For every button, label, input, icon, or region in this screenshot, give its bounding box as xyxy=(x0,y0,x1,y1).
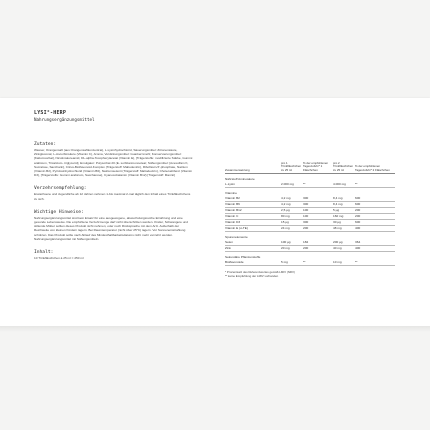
table-cell: ** xyxy=(303,182,333,188)
nutrition-table-column xyxy=(225,162,395,278)
table-cell: 10 mg xyxy=(333,260,355,266)
warnings-text: Nahrungsergänzungsmittel sind kein Ersatz für eine ausgewogene, abwechslungsreiche Ernährung und eine gesunde Lebensweise. Die empfohlene Verzehrmenge darf nicht überschritten werden. Kinder, Schwangere und stillende Mütter sollten dieses Produkt nicht nehmen, oder noch Rücksprache mit dem Arzt. Außerhalb der Reichweite von kleinen Kindern lagern. Bei Raumtemperatur (nicht über 25°C) lagern. Vor Sonneneinstrahlung schützen. Das Produkt sollte nach Ablauf des Mindesthaltbarkeitsdatums nicht mehr verzehrt werden. Nahrungsergänzungsmittel mit Süßungsmitteln. xyxy=(34,215,188,241)
table-header-cell: % der empfohlenen Tageszufuhr* 2 Fläschchen xyxy=(355,162,395,173)
table-cell: 182 xyxy=(303,240,333,246)
ingredients-text: Wasser, Orangensaft (aus Orangensaftkonzentrat), L-Lysinhydrochlorid, Säuerungsmittel: Zitronensäure, Zinkgluconat; L-Ascorbinsäure (Vitamin C), Aroma, Verdickungsmittel: Guarkernmehl; Konservierungsmittel: [Kaliumsorbat], Nicotinsäureamid, DL-alpha-Tocopherylacetat (Vitamin E), [Trägerstoffe: modifizierte Stärke, Gummi arabicum, Tricalcium- triglycerid], Emulgator: Polysorbat 20 (E- sorbitanmonooleat; Süßungsmittel: [Acesulfam K, Sucralose, Saccharin], Citrus-Bioflavonoid-Komplex (Trägerstoff: Maltodextrin), Riboflavin-5'-phosphate, Natrium (Vitamin B2), Pyridoxinhydrochlorid (Vitamin B6), Natriumselenit (Trägerstoff: Maltodextrin), Cholecalciferol (Vitamin D3), [Trägerstoffe: Gummi arabicum, Saccharose], Cyanocobalamin (Vitamin B12) [Trägerstoff: Mannit] xyxy=(34,148,193,178)
table-cell: 200 xyxy=(355,213,395,219)
table-cell: 30 µg xyxy=(333,219,355,225)
table-cell: 4.000 mg xyxy=(333,182,355,188)
table-cell: 20 mg xyxy=(281,245,303,251)
table-cell: Vitamin C xyxy=(225,213,281,219)
table-header-cell: Zusammensetzung xyxy=(225,162,281,173)
table-cell: 400 xyxy=(355,245,395,251)
table-cell: 5 mg xyxy=(281,260,303,266)
table-cell: 48 mg xyxy=(333,225,355,231)
table-cell: 200 xyxy=(303,245,333,251)
table-cell: Selen xyxy=(225,240,281,246)
table-cell: 24 mg xyxy=(281,225,303,231)
table-cell: 4,2 mg xyxy=(281,196,303,202)
product-text-column xyxy=(34,110,194,260)
table-cell: 300 xyxy=(303,219,333,225)
table-group-row xyxy=(225,231,395,240)
footnote: ** keine Empfehlung der LMIV vorhanden xyxy=(225,273,279,278)
table-cell: 200 µg xyxy=(333,240,355,246)
table-cell: 100 xyxy=(303,213,333,219)
table-group-label: Spurenelemente xyxy=(225,234,248,239)
table-body xyxy=(225,173,395,265)
table-cell: 160 mg xyxy=(333,213,355,219)
usage-text: Erwachsene und Jugendliche ab 12 Jahren nehmen 1-bis maximal 2-mal täglich den Inhalt eines Trinkfläschchens zu sich. xyxy=(34,192,191,201)
table-group-row xyxy=(225,187,395,196)
table-cell: ** xyxy=(303,260,333,266)
table-cell: 600 xyxy=(355,219,395,225)
panel-shadow xyxy=(0,326,430,332)
table-header-row xyxy=(225,162,395,173)
table-cell: 2.000 mg xyxy=(281,182,303,188)
ingredients-heading: Zutaten: xyxy=(34,142,57,147)
table-cell: ** xyxy=(355,260,395,266)
table-cell: Vitamin E (α-TE) xyxy=(225,225,281,231)
table-group-label: Sekundäre Pflanzenstoffe xyxy=(225,254,261,259)
table-cell: 600 xyxy=(355,196,395,202)
table-cell: 80 mg xyxy=(281,213,303,219)
usage-heading: Verzehrsempfehlung: xyxy=(34,186,87,192)
table-header-cell: pro 1 Trinkfläschchen zu 25 ml xyxy=(281,161,302,172)
table-cell: 200 xyxy=(355,207,395,213)
table-cell: ** xyxy=(355,182,395,188)
table-cell: 100 µg xyxy=(281,240,303,246)
table-cell: 364 xyxy=(355,240,395,246)
table-cell: 8,4 mg xyxy=(333,196,355,202)
table-cell: Vitamin B12 xyxy=(225,207,281,213)
table-cell: 8,4 mg xyxy=(333,201,355,207)
table-group-label: Vitamine xyxy=(225,190,237,195)
table-cell: Vitamin B6 xyxy=(225,201,281,207)
table-cell: 15 µg xyxy=(281,219,303,225)
footnote: * Prozentsatz des Referenzwertes gemäß LMIV (NRV) xyxy=(225,269,295,274)
table-cell: L-Lysin xyxy=(225,182,281,188)
table-cell: Zink xyxy=(225,245,281,251)
table-cell: 300 xyxy=(303,196,333,202)
table-cell: 5 µg xyxy=(333,207,355,213)
table-cell: 300 xyxy=(303,201,333,207)
table-cell: 100 xyxy=(303,207,333,213)
contents-text: 10 Trinkfläschchen à 25 ml = 250 ml xyxy=(34,256,84,261)
table-cell: Vitamin D3 xyxy=(225,219,281,225)
table-footnotes xyxy=(225,270,395,278)
nutrition-table xyxy=(225,162,395,266)
table-cell: 2,5 µg xyxy=(281,207,303,213)
table-group-row xyxy=(225,251,395,260)
table-header-cell: pro 2 Trinkfläschchen zu 25 ml xyxy=(333,161,354,172)
warnings-heading: Wichtige Hinweise: xyxy=(34,209,84,215)
table-cell: 40 mg xyxy=(333,245,355,251)
table-cell: 4,2 mg xyxy=(281,201,303,207)
contents-heading: Inhalt: xyxy=(34,250,54,256)
table-header-cell: % der empfohlenen Tageszufuhr* 1 Fläschchen xyxy=(303,162,333,173)
table-row xyxy=(225,260,395,266)
product-title: LYSI°-HERP xyxy=(34,110,67,116)
table-group-label: Nährstoff Aminosäure xyxy=(225,176,255,181)
table-cell: 200 xyxy=(303,225,333,231)
table-cell: Vitamin B2 xyxy=(225,196,281,202)
table-cell: Bioflavonoide xyxy=(225,260,281,266)
table-group-row xyxy=(225,173,395,182)
table-cell: 600 xyxy=(355,201,395,207)
table-cell: 400 xyxy=(355,225,395,231)
product-subtitle: Nahrungsergänzungsmittel xyxy=(34,117,95,122)
